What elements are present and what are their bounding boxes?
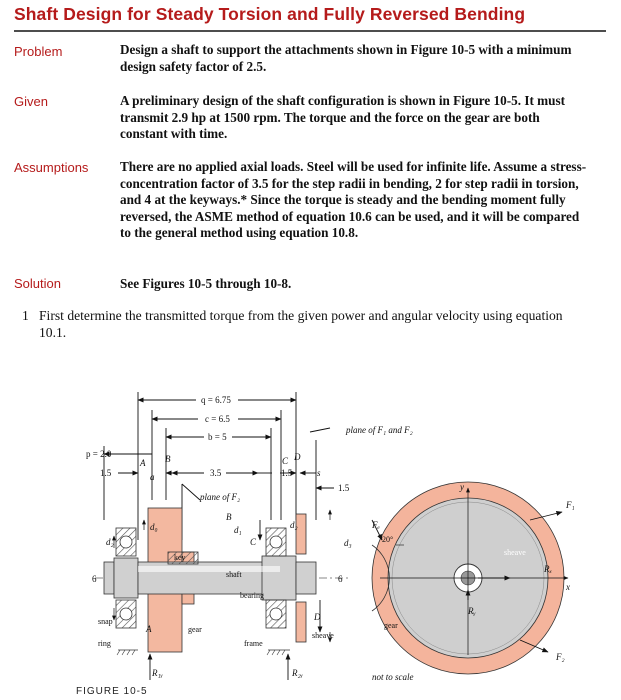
figure-note: not to scale	[372, 672, 414, 682]
label-angle: 20°	[382, 535, 394, 544]
dim-p-text: p = 2.0	[86, 449, 112, 459]
label-fg: Fₑ	[372, 520, 380, 530]
given-text: A preliminary design of the shaft configuration is shown in Figure 10-5. It must transmit 2.9 hp at 1500 rpm. The torque and the force on the gear are both constant with time.	[120, 93, 565, 141]
label-C-mid: C	[250, 537, 257, 547]
plane-fg-label: plane of F₂	[200, 492, 241, 502]
label-ring: ring	[98, 639, 111, 648]
label-d2-right: d₂	[290, 520, 298, 530]
label-sheave-right: sheave	[504, 548, 526, 557]
label-r1y: R₁ᵧ	[152, 668, 163, 678]
label-sheave-left: sheave	[312, 631, 334, 640]
plane-f12-label: plane of F₁ and F₂	[346, 425, 413, 435]
label-r2y: R₂ᵧ	[292, 668, 303, 678]
dim-15-right-text: 1.5	[338, 483, 350, 493]
step-text: First determine the transmitted torque from the given power and angular velocity using equation 10.1.	[39, 308, 563, 340]
label-d2-left: d₂	[106, 537, 114, 547]
label-snap: snap	[98, 617, 113, 626]
label-gear-right: gear	[384, 621, 398, 630]
dim-15-mid-text: 1.5	[281, 468, 293, 478]
end-view	[372, 482, 568, 674]
sheave-bottom	[296, 602, 306, 642]
dim-a-text: a	[150, 472, 155, 482]
solution-text: See Figures 10-5 through 10-8.	[120, 276, 292, 291]
dim-B-text: B	[165, 454, 171, 464]
label-frame: frame	[244, 639, 263, 648]
assumptions-label: Assumptions	[14, 160, 89, 175]
label-A-low: A	[146, 624, 152, 634]
given-label: Given	[14, 94, 48, 109]
solution-label: Solution	[14, 276, 61, 291]
label-shaft: shaft	[226, 570, 242, 579]
step-number: 1	[22, 308, 29, 323]
problem-text: Design a shaft to support the attachments shown in Figure 10-5 with a minimum design safety factor of 2.5.	[120, 42, 572, 74]
assumptions-text: There are no applied axial loads. Steel will be used for infinite life. Assume a stress-concentration factor of 3.5 for the step radii in bending, 2 for step radii in torsion, and 4 at the keyways.* Since the torque is steady and the bending moment fully reversed, the ASME method of equation 10.6 can be used, and it will be compared to the general method using equation 10.8.	[120, 159, 587, 240]
dim-c-text: c = 6.5	[205, 414, 230, 424]
dim-D-text: D	[294, 452, 301, 462]
label-d3: d₃	[344, 538, 352, 548]
page-title: Shaft Design for Steady Torsion and Fully Reversed Bending	[14, 4, 526, 24]
dim-b-text: b = 5	[208, 432, 227, 442]
dim-q-text: q = 6.75	[201, 395, 231, 405]
problem-label: Problem	[14, 44, 63, 59]
label-f2: F₂	[556, 652, 565, 662]
label-key: key	[174, 553, 186, 562]
label-gear-left: gear	[188, 625, 202, 634]
label-x: x	[566, 582, 570, 592]
label-f1: F₁	[566, 500, 575, 510]
label-rx: Rₓ	[544, 564, 553, 574]
label-d0: d₀	[150, 522, 158, 532]
figure-caption: FIGURE 10-5	[76, 686, 148, 697]
dim-A-text: A	[140, 458, 146, 468]
label-six-right: 6	[338, 574, 343, 584]
label-six-left: 6	[92, 574, 97, 584]
dim-35-text: 3.5	[210, 468, 222, 478]
dim-15-left-text: 1.5	[100, 468, 112, 478]
label-B-mid: B	[226, 512, 232, 522]
label-ry: Rᵧ	[468, 606, 476, 616]
label-d1: d₁	[234, 525, 242, 535]
label-bearing: bearing	[240, 591, 264, 600]
label-D-low: D	[314, 612, 321, 622]
label-y: y	[460, 482, 464, 492]
dim-C-text: C	[282, 456, 289, 466]
shaft-assembly	[95, 508, 350, 680]
dim-s-text: s	[317, 468, 321, 478]
